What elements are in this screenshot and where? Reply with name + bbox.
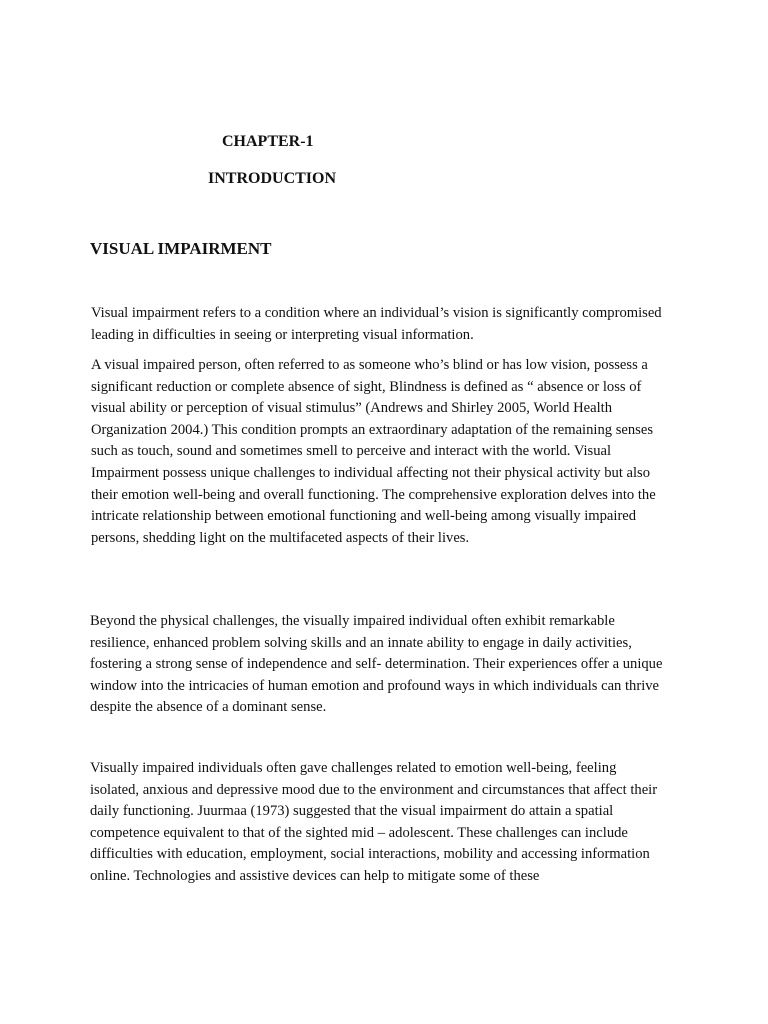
paragraph-description: A visual impaired person, often referred to as someone who’s blind or has low vision, possess a significant reduction or complete absence of sight, Blindness is defined as “ absence or loss of visual ability or perception of visual stimulus” (Andrews and Shirley 2005, World Health Organization 2004.) This condition prompts an extraordinary adaptation of the remaining senses such as touch, sound and sometimes smell to perceive and interact with the world. Visual Impairment possess unique challenges to individual affecting not their physical activity but also their emotion well-being and overall functioning. The comprehensive exploration delves into the intricate relationship between emotional functioning and well-being among visually impaired persons, shedding light on the multifaceted aspects of their lives.: [91, 357, 656, 546]
chapter-title: INTRODUCTION: [208, 170, 337, 187]
section-heading: VISUAL IMPAIRMENT: [90, 239, 272, 258]
chapter-number: CHAPTER-1: [222, 133, 314, 150]
paragraph-definition: Visual impairment refers to a condition where an individual’s vision is significantly compromised leading in difficulties in seeing or interpreting visual information.: [91, 305, 662, 343]
paragraph-resilience: Beyond the physical challenges, the visually impaired individual often exhibit remarkable resilience, enhanced problem solving skills and an innate ability to engage in daily activities, fostering a strong sense of independence and self- determination. Their experiences offer a unique window into the intricacies of human emotion and profound ways in which individuals can thrive despite the absence of a dominant sense.: [90, 613, 663, 716]
paragraph-challenges: Visually impaired individuals often gave challenges related to emotion well-being, feeling isolated, anxious and depressive mood due to the environment and circumstances that affect their daily functioning. Juurmaa (1973) suggested that the visual impairment do attain a spatial competence equivalent to that of the sighted mid – adolescent. These challenges can include difficulties with education, employment, social interactions, mobility and accessing information online. Technologies and assistive devices can help to mitigate some of these: [90, 760, 658, 884]
